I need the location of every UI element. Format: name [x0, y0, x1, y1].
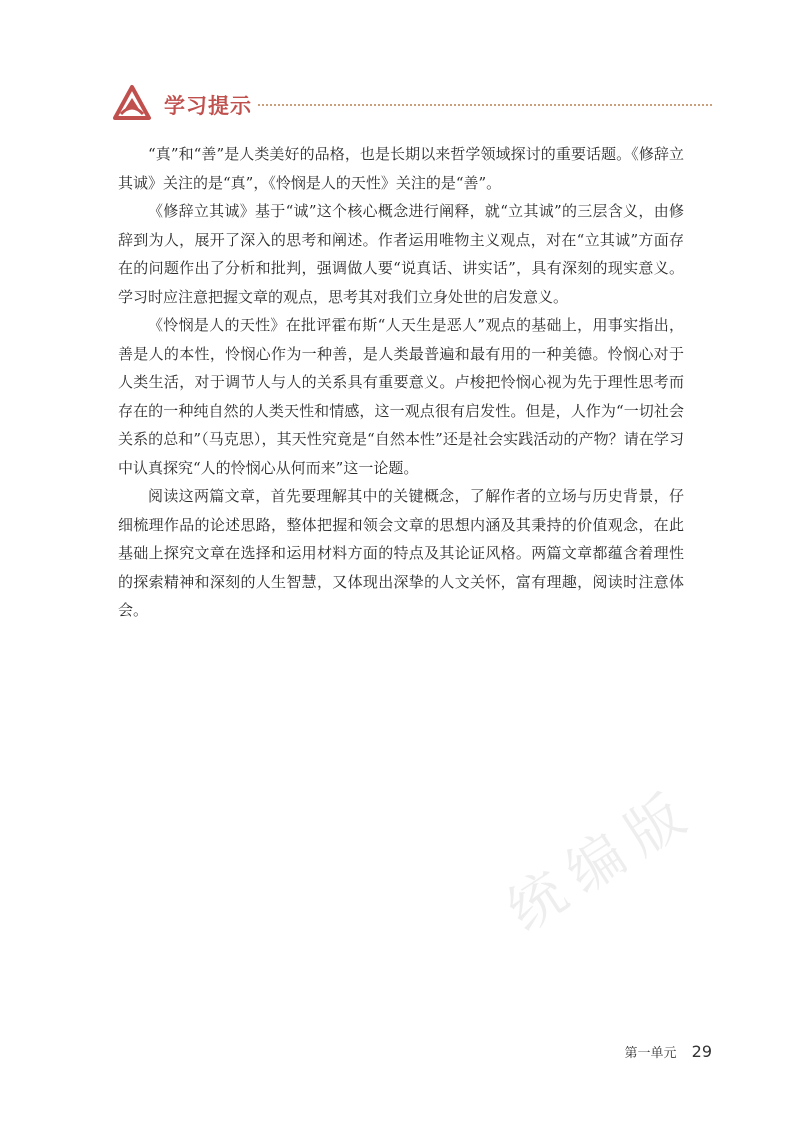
paragraph-1: “真”和“善”是人类美好的品格，也是长期以来哲学领域探讨的重要话题。《修辞立其诚》关注的是“真”，《怜悯是人的天性》关注的是“善”。 — [118, 145, 684, 192]
book-triangle-icon — [112, 84, 152, 124]
section-title: 学习提示 — [164, 94, 252, 118]
study-tips-body — [118, 140, 684, 625]
header-dotted-rule — [258, 104, 712, 106]
watermark: 统编版 — [496, 775, 709, 945]
paragraph-3: 《怜悯是人的天性》在批评霍布斯“人天生是恶人”观点的基础上，用事实指出，善是人的本性，怜悯心作为一种善，是人类最普遍和最有用的一种美德。怜悯心对于人类生活，对于调节人与人的关系具有重要意义。卢梭把怜悯心视为先于理性思考而存在的一种纯自然的人类天性和情感，这一观点很有启发性。但是，人作为“一切社会关系的总和”（马克思），其天性究竟是“自然本性”还是社会实践活动的产物？请在学习中认真探究“人的怜悯心从何而来”这一论题。 — [118, 316, 684, 477]
section-header — [112, 84, 712, 124]
paragraph-4: 阅读这两篇文章，首先要理解其中的关键概念，了解作者的立场与历史背景，仔细梳理作品的论述思路，整体把握和领会文章的思想内涵及其秉持的价值观念，在此基础上探究文章在选择和运用材料方面的特点及其论证风格。两篇文章都蕴含着理性的探索精神和深刻的人生智慧，又体现出深挚的人文关怀，富有理趣，阅读时注意体会。 — [118, 487, 684, 619]
page-number: 29 — [691, 1042, 712, 1061]
paragraph-2: 《修辞立其诚》基于“诚”这个核心概念进行阐释，就“立其诚”的三层含义，由修辞到为人，展开了深入的思考和阐述。作者运用唯物主义观点，对在“立其诚”方面存在的问题作出了分析和批判，强调做人要“说真话、讲实话”，具有深刻的现实意义。学习时应注意把握文章的观点，思考其对我们立身处世的启发意义。 — [118, 202, 684, 306]
page-footer — [625, 1042, 712, 1061]
unit-label: 第一单元 — [624, 1046, 677, 1061]
